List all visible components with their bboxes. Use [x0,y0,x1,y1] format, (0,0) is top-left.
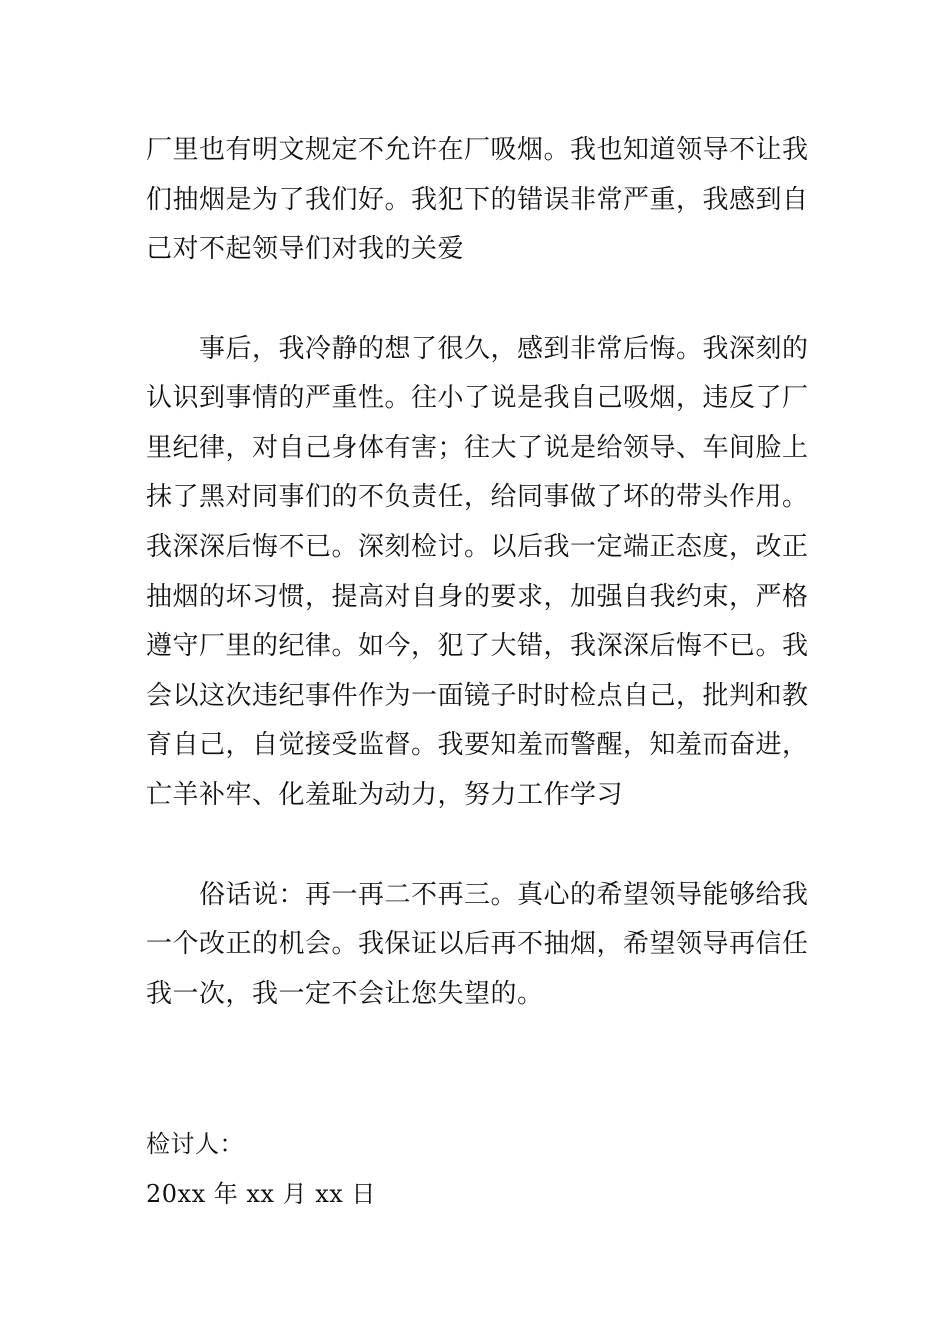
paragraph-1-line-1: 厂里也有明文规定不允许在厂吸烟。我也知道领导不让我 [146,135,809,165]
paragraph-3-line-1: 俗话说：再一再二不再三。真心的希望领导能够给我 [146,880,809,910]
paragraph-2-line-5: 我深深后悔不已。深刻检讨。以后我一定端正态度，改正 [146,532,809,562]
paragraph-1-line-2: 们抽烟是为了我们好。我犯下的错误非常严重，我感到自 [146,185,809,215]
paragraph-2-line-2: 认识到事情的严重性。往小了说是我自己吸烟，违反了厂 [146,383,809,413]
paragraph-2-line-1: 事后，我冷静的想了很久，感到非常后悔。我深刻的 [146,334,809,364]
paragraph-2-line-8: 会以这次违纪事件作为一面镜子时时检点自己，批判和教 [146,681,809,711]
paragraph-3-line-3: 我一次，我一定不会让您失望的。 [146,979,544,1009]
paragraph-3-line-2: 一个改正的机会。我保证以后再不抽烟，希望领导再信任 [146,929,809,959]
paragraph-2-line-6: 抽烟的坏习惯，提高对自身的要求，加强自我约束，严格 [146,582,809,612]
paragraph-1-line-3: 己对不起领导们对我的关爱 [146,234,465,264]
author-label: 检讨人： [146,1130,244,1158]
paragraph-2-line-4: 抹了黑对同事们的不负责任，给同事做了坏的带头作用。 [146,482,809,512]
paragraph-2-line-7: 遵守厂里的纪律。如今，犯了大错，我深深后悔不已。我 [146,631,809,661]
paragraph-2-line-3: 里纪律，对自己身体有害；往大了说是给领导、车间脸上 [146,433,809,463]
paragraph-2-line-9: 育自己，自觉接受监督。我要知羞而警醒，知羞而奋进， [146,730,809,760]
paragraph-2-line-10: 亡羊补牢、化羞耻为动力，努力工作学习 [146,780,624,810]
signature-date: 20xx 年 xx 月 xx 日 [146,1180,376,1208]
